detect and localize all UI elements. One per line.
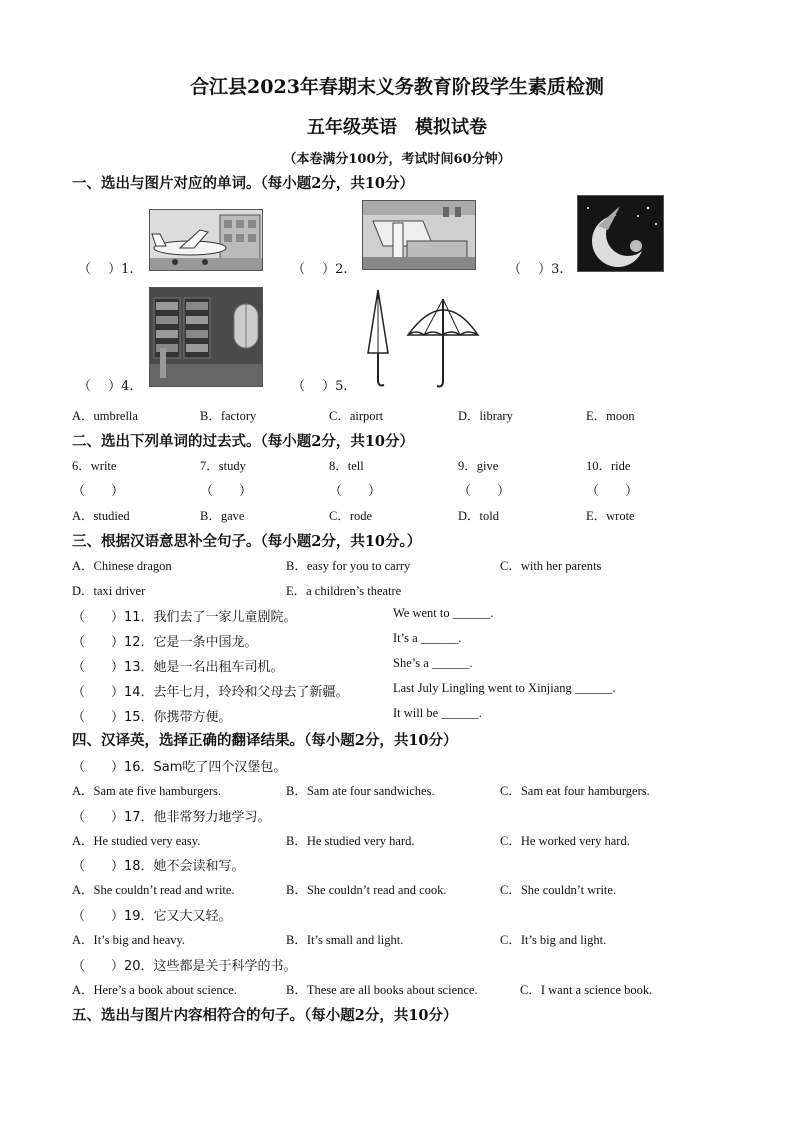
q13-text: （ ）13．她是一名出租车司机。: [72, 660, 284, 675]
p2-blank-9[interactable]: （ ）: [458, 484, 511, 499]
q17-option-b: B．He studied very hard.: [286, 834, 415, 848]
p1-option-a: A．umbrella: [72, 409, 138, 423]
q16-text: （ ）16．Sam吃了四个汉堡包。: [72, 760, 287, 775]
q18-text: （ ）18．她不会读和写。: [72, 859, 245, 874]
p2-word-9: 9．give: [458, 459, 499, 473]
q16-option-a: A．Sam ate five hamburgers.: [72, 784, 222, 798]
p3-option-e: E．a children’s theatre: [286, 584, 402, 598]
q12-text: （ ）12．它是一条中国龙。: [72, 635, 258, 650]
q14-text: （ ）14．去年七月，玲玲和父母去了新疆。: [72, 685, 349, 700]
factory-picture: [362, 200, 476, 270]
p2-option-c: C．rode: [329, 509, 373, 523]
p3-option-c: C．with her parents: [500, 559, 602, 573]
p2-word-7: 7．study: [200, 459, 246, 473]
q17-text: （ ）17．他非常努力地学习。: [72, 810, 271, 825]
exam-note: （本卷满分100分，考试时间60分钟）: [283, 152, 511, 167]
p3-option-b: B．easy for you to carry: [286, 559, 411, 573]
q19-option-b: B．It’s small and light.: [286, 933, 404, 947]
q14-english: Last July Lingling went to Xinjiang ______.: [393, 681, 616, 695]
q3-label: （ ）3.: [508, 262, 564, 277]
q11-text: （ ）11．我们去了一家儿童剧院。: [72, 610, 297, 625]
q20-option-b: B．These are all books about science.: [286, 983, 478, 997]
p3-option-d: D．taxi driver: [72, 584, 146, 598]
p2-word-10: 10．ride: [586, 459, 631, 473]
q11-english: We went to ______.: [393, 606, 494, 620]
section-4-title: 四、汉译英，选择正确的翻译结果。（每小题2分，共10分）: [72, 732, 458, 749]
p2-option-e: E．wrote: [586, 509, 635, 523]
q2-label: （ ）2.: [292, 262, 348, 277]
p2-blank-7[interactable]: （ ）: [200, 484, 253, 499]
q16-option-b: B．Sam ate four sandwiches.: [286, 784, 435, 798]
section-1-title: 一、选出与图片对应的单词。（每小题2分，共10分）: [72, 175, 415, 192]
section-2-title: 二、选出下列单词的过去式。（每小题2分，共10分）: [72, 433, 415, 450]
p3-option-a: A．Chinese dragon: [72, 559, 172, 573]
p2-word-6: 6．write: [72, 459, 117, 473]
p1-option-c: C．airport: [329, 409, 384, 423]
q13-english: She’s a ______.: [393, 656, 473, 670]
q5-label: （ ）5.: [292, 379, 348, 394]
p2-option-d: D．told: [458, 509, 499, 523]
q19-option-c: C．It’s big and light.: [500, 933, 607, 947]
q15-english: It will be ______.: [393, 706, 482, 720]
q1-label: （ ）1.: [78, 262, 134, 277]
q20-text: （ ）20．这些都是关于科学的书。: [72, 959, 297, 974]
airport-picture: [149, 209, 263, 271]
q18-option-c: C．She couldn’t write.: [500, 883, 617, 897]
p2-option-b: B．gave: [200, 509, 245, 523]
section-3-title: 三、根据汉语意思补全句子。（每小题2分，共10分。）: [72, 533, 422, 550]
q17-option-c: C．He worked very hard.: [500, 834, 630, 848]
q17-option-a: A．He studied very easy.: [72, 834, 201, 848]
p2-blank-8[interactable]: （ ）: [329, 484, 382, 499]
q20-option-a: A．Here’s a book about science.: [72, 983, 237, 997]
p2-blank-6[interactable]: （ ）: [72, 484, 125, 499]
q19-text: （ ）19．它又大又轻。: [72, 909, 232, 924]
q20-option-c: C．I want a science book.: [520, 983, 653, 997]
p2-option-a: A．studied: [72, 509, 130, 523]
q19-option-a: A．It’s big and heavy.: [72, 933, 186, 947]
q12-english: It’s a ______.: [393, 631, 462, 645]
exam-title: 合江县2023年春期末义务教育阶段学生素质检测: [190, 76, 604, 98]
q16-option-c: C．Sam eat four hamburgers.: [500, 784, 650, 798]
moon-picture: [577, 195, 664, 272]
p1-option-e: E．moon: [586, 409, 635, 423]
q18-option-a: A．She couldn’t read and write.: [72, 883, 235, 897]
library-picture: [149, 287, 263, 387]
p2-blank-10[interactable]: （ ）: [586, 484, 639, 499]
section-5-title: 五、选出与图片内容相符合的句子。（每小题2分，共10分）: [72, 1007, 458, 1024]
p1-option-d: D．library: [458, 409, 513, 423]
q15-text: （ ）15．你携带方便。: [72, 710, 232, 725]
q4-label: （ ）4.: [78, 379, 134, 394]
umbrella-picture: [360, 285, 480, 390]
p1-option-b: B．factory: [200, 409, 257, 423]
p2-word-8: 8．tell: [329, 459, 364, 473]
exam-subtitle: 五年级英语 模拟试卷: [307, 117, 487, 138]
q18-option-b: B．She couldn’t read and cook.: [286, 883, 447, 897]
